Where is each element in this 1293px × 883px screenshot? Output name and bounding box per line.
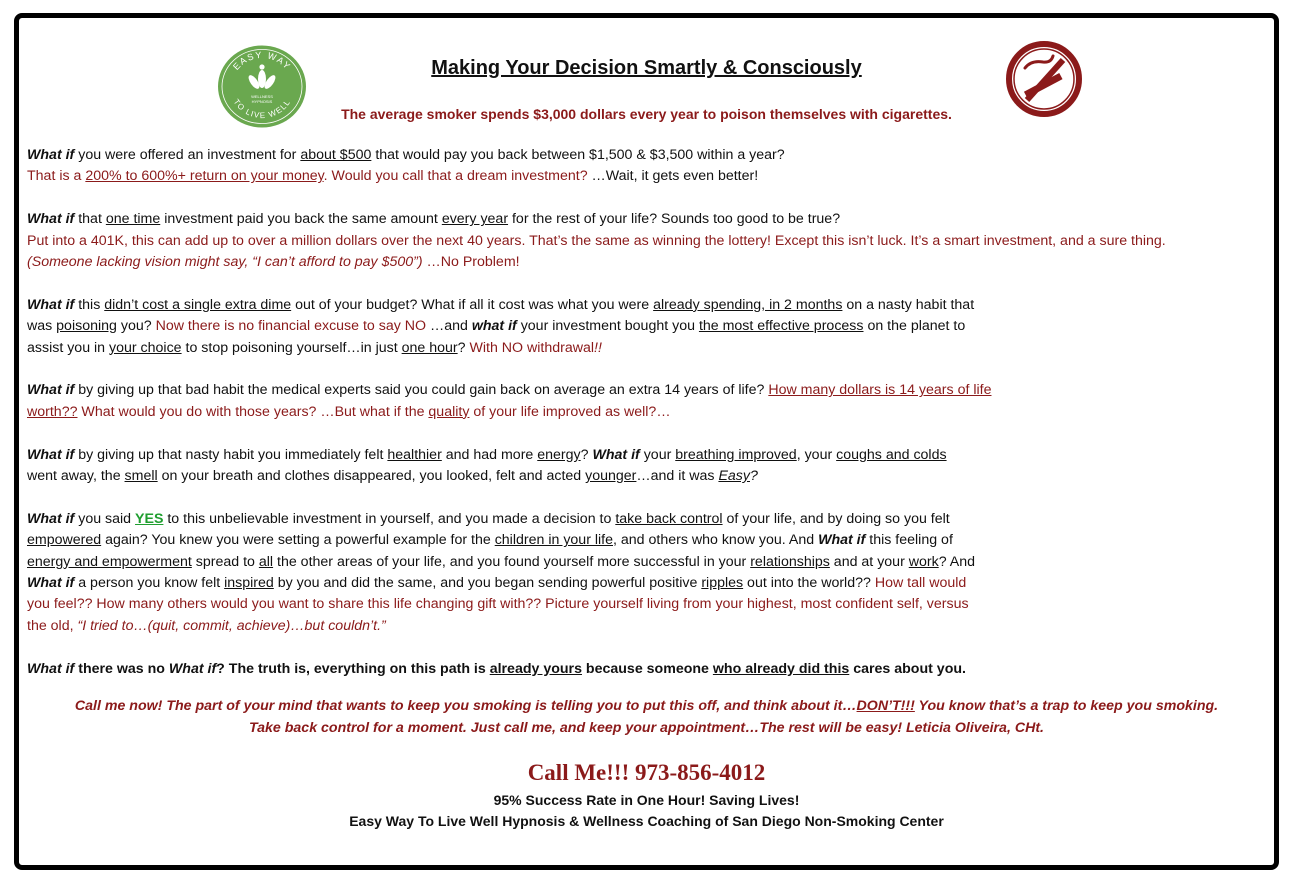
text-underlined: one time (105, 211, 161, 228)
text-underlined: younger (585, 468, 637, 485)
paragraph-yes (27, 509, 1272, 637)
text: out into the world?? (743, 575, 875, 592)
what-if-label: what if (471, 318, 517, 335)
text-red: How tall would (874, 575, 967, 592)
text: this (74, 296, 105, 313)
what-if-label: What if (27, 147, 75, 163)
text: spread to (191, 553, 259, 570)
text-underlined: DON’T!!! (856, 698, 915, 714)
what-if-label: What if (27, 296, 75, 313)
text-underlined: work (908, 553, 939, 570)
text-red-underlined: How many dollars is 14 years of life (768, 382, 992, 399)
text: on your breath and clothes disappeared, you looked, felt and acted (157, 468, 586, 485)
text-underlined: smell (124, 468, 158, 485)
text-underlined: one hour (401, 339, 458, 356)
text: assist you in (27, 339, 110, 356)
what-if-label: What if (27, 211, 75, 228)
paragraph-closing (27, 659, 1272, 680)
logo-text-hypnosis: HYPNOSIS (251, 99, 273, 104)
text: ? (580, 446, 593, 463)
text: to this unbelievable investment in yourself, and you made a decision to (163, 510, 616, 527)
text: went away, the (27, 468, 125, 485)
text: ? The truth is, everything on this path is (216, 660, 490, 677)
text-underlined: all (258, 553, 274, 570)
text-underlined: empowered (27, 532, 102, 549)
text-underlined: about $500 (300, 147, 372, 163)
text: your (639, 446, 676, 463)
text: and at your (829, 553, 909, 570)
text: on the planet to (863, 318, 966, 335)
text: for the rest of your life? Sounds too good to be true? (508, 211, 841, 228)
text-red: !! (594, 339, 602, 356)
text-underlined: didn’t cost a single extra dime (104, 296, 292, 313)
text: …Wait, it gets even better! (591, 168, 759, 185)
text: you? (116, 318, 156, 335)
text: out of your budget? What if all it cost was what you were (291, 296, 654, 313)
text-underlined: the most effective process (698, 318, 864, 335)
text: to stop poisoning yourself…in just (181, 339, 402, 356)
paragraph-budget (27, 295, 1272, 359)
logo-text-top: EASY WAY (231, 49, 293, 72)
text: of your life improved as well?… (469, 403, 671, 420)
text: Take back control for a moment. Just call me, and keep your appointment…The rest will be easy! Leticia Oliveira, CHt. (249, 720, 1044, 736)
text-underlined: relationships (750, 553, 830, 570)
logo-text-wellness: WELLNESS (251, 94, 273, 99)
what-if-label: What if (27, 510, 75, 527)
text: you were offered an investment for (74, 147, 301, 163)
text-underlined: every year (441, 211, 509, 228)
what-if-label: What if (27, 446, 75, 463)
what-if-label: What if (27, 575, 75, 592)
text-underlined: already yours (489, 660, 582, 677)
what-if-label: What if (27, 382, 75, 399)
text: investment paid you back the same amount (160, 211, 442, 228)
text: the other areas of your life, and you found yourself more successful in your (273, 553, 751, 570)
text: ? And (938, 553, 975, 570)
what-if-label: What if (168, 660, 217, 677)
text-underlined: who already did this (712, 660, 850, 677)
logo-text-bottom: TO LIVE WELL (231, 97, 293, 121)
what-if-label: What if (592, 446, 640, 463)
text: ? (457, 339, 470, 356)
text: by giving up that nasty habit you immediately felt (74, 446, 388, 463)
text: because someone (581, 660, 713, 677)
text: of your life, and by doing so you felt (722, 510, 950, 527)
what-if-label: What if (27, 660, 75, 677)
text-underlined: children in your life (494, 532, 613, 549)
text: , and others who know you. And (613, 532, 819, 549)
text: , your (796, 446, 837, 463)
text: your investment bought you (516, 318, 699, 335)
text-italic: (Someone lacking vision might say, “I can’t afford to pay $500”) (27, 254, 423, 271)
text-red: With NO withdrawal (469, 339, 595, 356)
text: the old, (27, 617, 78, 634)
paragraph-health (27, 445, 1272, 488)
page-subtitle: The average smoker spends $3,000 dollars every year to poison themselves with cigarettes. (341, 106, 952, 122)
text: that (74, 211, 106, 228)
text-underlined: poisoning (56, 318, 117, 335)
text-underlined: quality (428, 403, 470, 420)
paragraph-one-time (27, 209, 1272, 273)
call-to-action (0, 695, 1293, 739)
text-red: Now there is no financial excuse to say NO (155, 318, 427, 335)
text: there was no (74, 660, 169, 677)
what-if-label: What if (818, 532, 866, 549)
text-underlined: already spending, in 2 months (653, 296, 843, 313)
page-title: Making Your Decision Smartly & Consciously (431, 57, 862, 79)
text: …No Problem! (422, 254, 520, 271)
text: this feeling of (865, 532, 953, 549)
success-rate-tagline: 95% Success Rate in One Hour! Saving Lives! (493, 792, 800, 808)
text: …and it was (636, 468, 719, 485)
text: again? You knew you were setting a powerful example for the (101, 532, 495, 549)
text: What would you do with those years? …But what if the (77, 403, 429, 420)
text: Call me now! The part of your mind that wants to keep you smoking is telling you to put this off, and think about it… (74, 698, 857, 714)
text: by giving up that bad habit the medical experts said you could gain back on average an extra 14 years of life? (74, 382, 769, 399)
text-underlined: breathing improved (675, 446, 797, 463)
text: and had more (441, 446, 538, 463)
text: ? (749, 468, 758, 485)
phone-number[interactable]: Call Me!!! 973-856-4012 (527, 760, 766, 785)
text-underlined: worth?? (27, 403, 78, 420)
text: a person you know felt (74, 575, 225, 592)
text: That is a (27, 168, 86, 185)
text-italic: “I tried to…(quit, commit, achieve)…but couldn’t.” (77, 617, 386, 634)
paragraph-14-years (27, 380, 1272, 423)
text: that would pay you back between $1,500 & $3,500 within a year? (371, 147, 785, 163)
text-401k: Put into a 401K, this can add up to over a million dollars over the next 40 years. That’s the same as winning the lottery! Except this isn’t luck. It’s a smart investment, and a sure thing. (27, 232, 1166, 249)
text-underlined: coughs and colds (836, 446, 947, 463)
text: by you and did the same, and you began sending powerful positive (273, 575, 702, 592)
text-underlined: your choice (109, 339, 182, 356)
text-underlined: energy and empowerment (27, 553, 192, 570)
text: was (27, 318, 57, 335)
text: you said (74, 510, 136, 527)
paragraph-investment (27, 145, 1272, 188)
text: on a nasty habit that (842, 296, 975, 313)
text-underlined: energy (537, 446, 581, 463)
text-underlined: healthier (387, 446, 442, 463)
text: . Would you call that a dream investment? (323, 168, 592, 185)
text-underlined: Easy (718, 468, 750, 485)
body-text (27, 145, 1272, 701)
text: cares about you. (849, 660, 966, 677)
text-underlined: take back control (615, 510, 723, 527)
text: You know that’s a trap to keep you smoking. (914, 698, 1219, 714)
yes-label: YES (135, 510, 164, 527)
center-name: Easy Way To Live Well Hypnosis & Wellness Coaching of San Diego Non-Smoking Center (349, 813, 944, 829)
text-underlined: ripples (701, 575, 744, 592)
text-underlined: 200% to 600%+ return on your money (85, 168, 324, 185)
text-underlined: inspired (224, 575, 274, 592)
text-red: you feel?? How many others would you want to share this life changing gift with?? Picture yourself living from your highest, most confident self, versus (27, 596, 969, 613)
text: …and (426, 318, 472, 335)
